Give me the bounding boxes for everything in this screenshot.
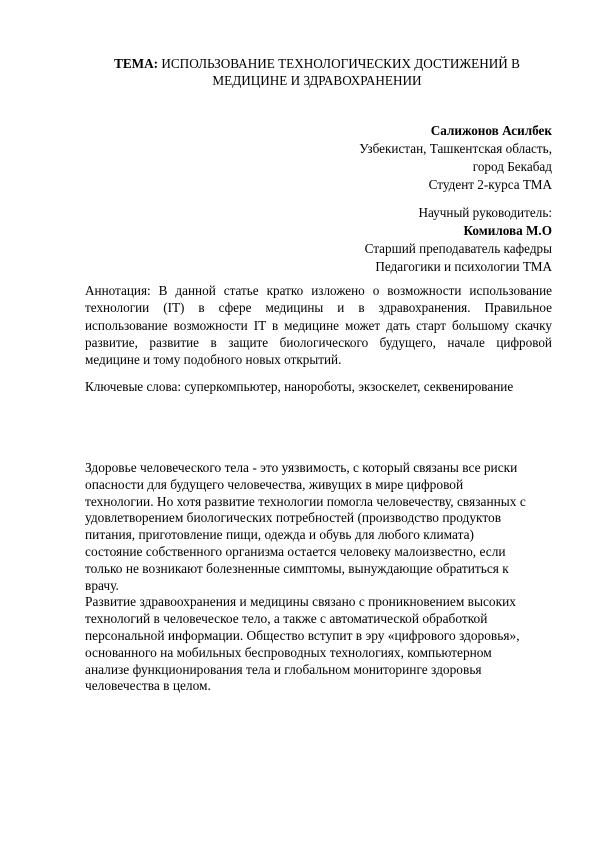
body-line: врачу. xyxy=(85,577,119,593)
body-line: только не возникают болезненные симптомы, вынуждающие обратиться к xyxy=(85,560,509,576)
advisor-label: Научный руководитель: xyxy=(418,205,552,220)
advisor-position-line-1: Старший преподаватель кафедры xyxy=(364,241,552,256)
body-text xyxy=(85,460,555,695)
advisor-block xyxy=(232,204,552,276)
title-line-1: ИСПОЛЬЗОВАНИЕ ТЕХНОЛОГИЧЕСКИХ ДОСТИЖЕНИЙ В xyxy=(161,56,520,71)
keywords-paragraph: Ключевые слова: суперкомпьютер, нанороботы, экзоскелет, секвенирование xyxy=(85,379,514,394)
author-location-line-2: город Бекабад xyxy=(472,159,552,174)
advisor-position-line-2: Педагогики и психологии ТМА xyxy=(375,259,552,274)
body-line: анализе функционирования тела и глобальном мониторинге здоровья xyxy=(85,661,482,677)
annotation-paragraph: Аннотация: В данной статье кратко изложено о возможности использование технологии (IT) в сфере медицины и в здравохранения. Правильное использование возможности IT в медицине может дать старт большому скачку развитие, развитие в защите биологического будущего, начале цифровой медицине и тому подобного новых открытий. xyxy=(85,283,552,368)
author-name: Салижонов Асилбек xyxy=(430,123,552,138)
author-status: Студент 2-курса ТМА xyxy=(428,177,552,192)
advisor-name: Комилова М.О xyxy=(463,223,552,238)
body-line: питания, приготовление пищи, одежда и обувь для любого климата) xyxy=(85,527,475,543)
body-line: персональной информации. Общество вступит в эру «цифрового здоровья», xyxy=(85,627,520,643)
body-line: состояние собственного организма остается человеку малоизвестно, если xyxy=(85,543,506,559)
title-label: ТЕМА: xyxy=(114,56,159,71)
title-line-2: МЕДИЦИНЕ И ЗДРАВОХРАНЕНИИ xyxy=(212,73,422,88)
body-line: Здоровье человеческого тела - это уязвимость, с который связаны все риски xyxy=(85,460,518,475)
body-line: человечества в целом. xyxy=(85,678,211,694)
body-line: удовлетворением биологических потребностей (производство продуктов xyxy=(85,510,502,526)
author-location-line-1: Узбекистан, Ташкентская область, xyxy=(359,141,552,156)
body-line: Развитие здравоохранения и медицины связано с проникновением высоких xyxy=(85,594,516,610)
article-title xyxy=(82,55,552,89)
body-line: опасности для будущего человечества, живущих в мире цифровой xyxy=(85,476,464,492)
body-line: основанного на мобильных беспроводных технологиях, компьютерном xyxy=(85,644,492,660)
author-block xyxy=(232,122,552,194)
body-line: технологий в человеческое тело, а также с автоматической обработкой xyxy=(85,611,488,627)
body-line: технологии. Но хотя развитие технологии помогла человечеству, связанных с xyxy=(85,493,526,509)
